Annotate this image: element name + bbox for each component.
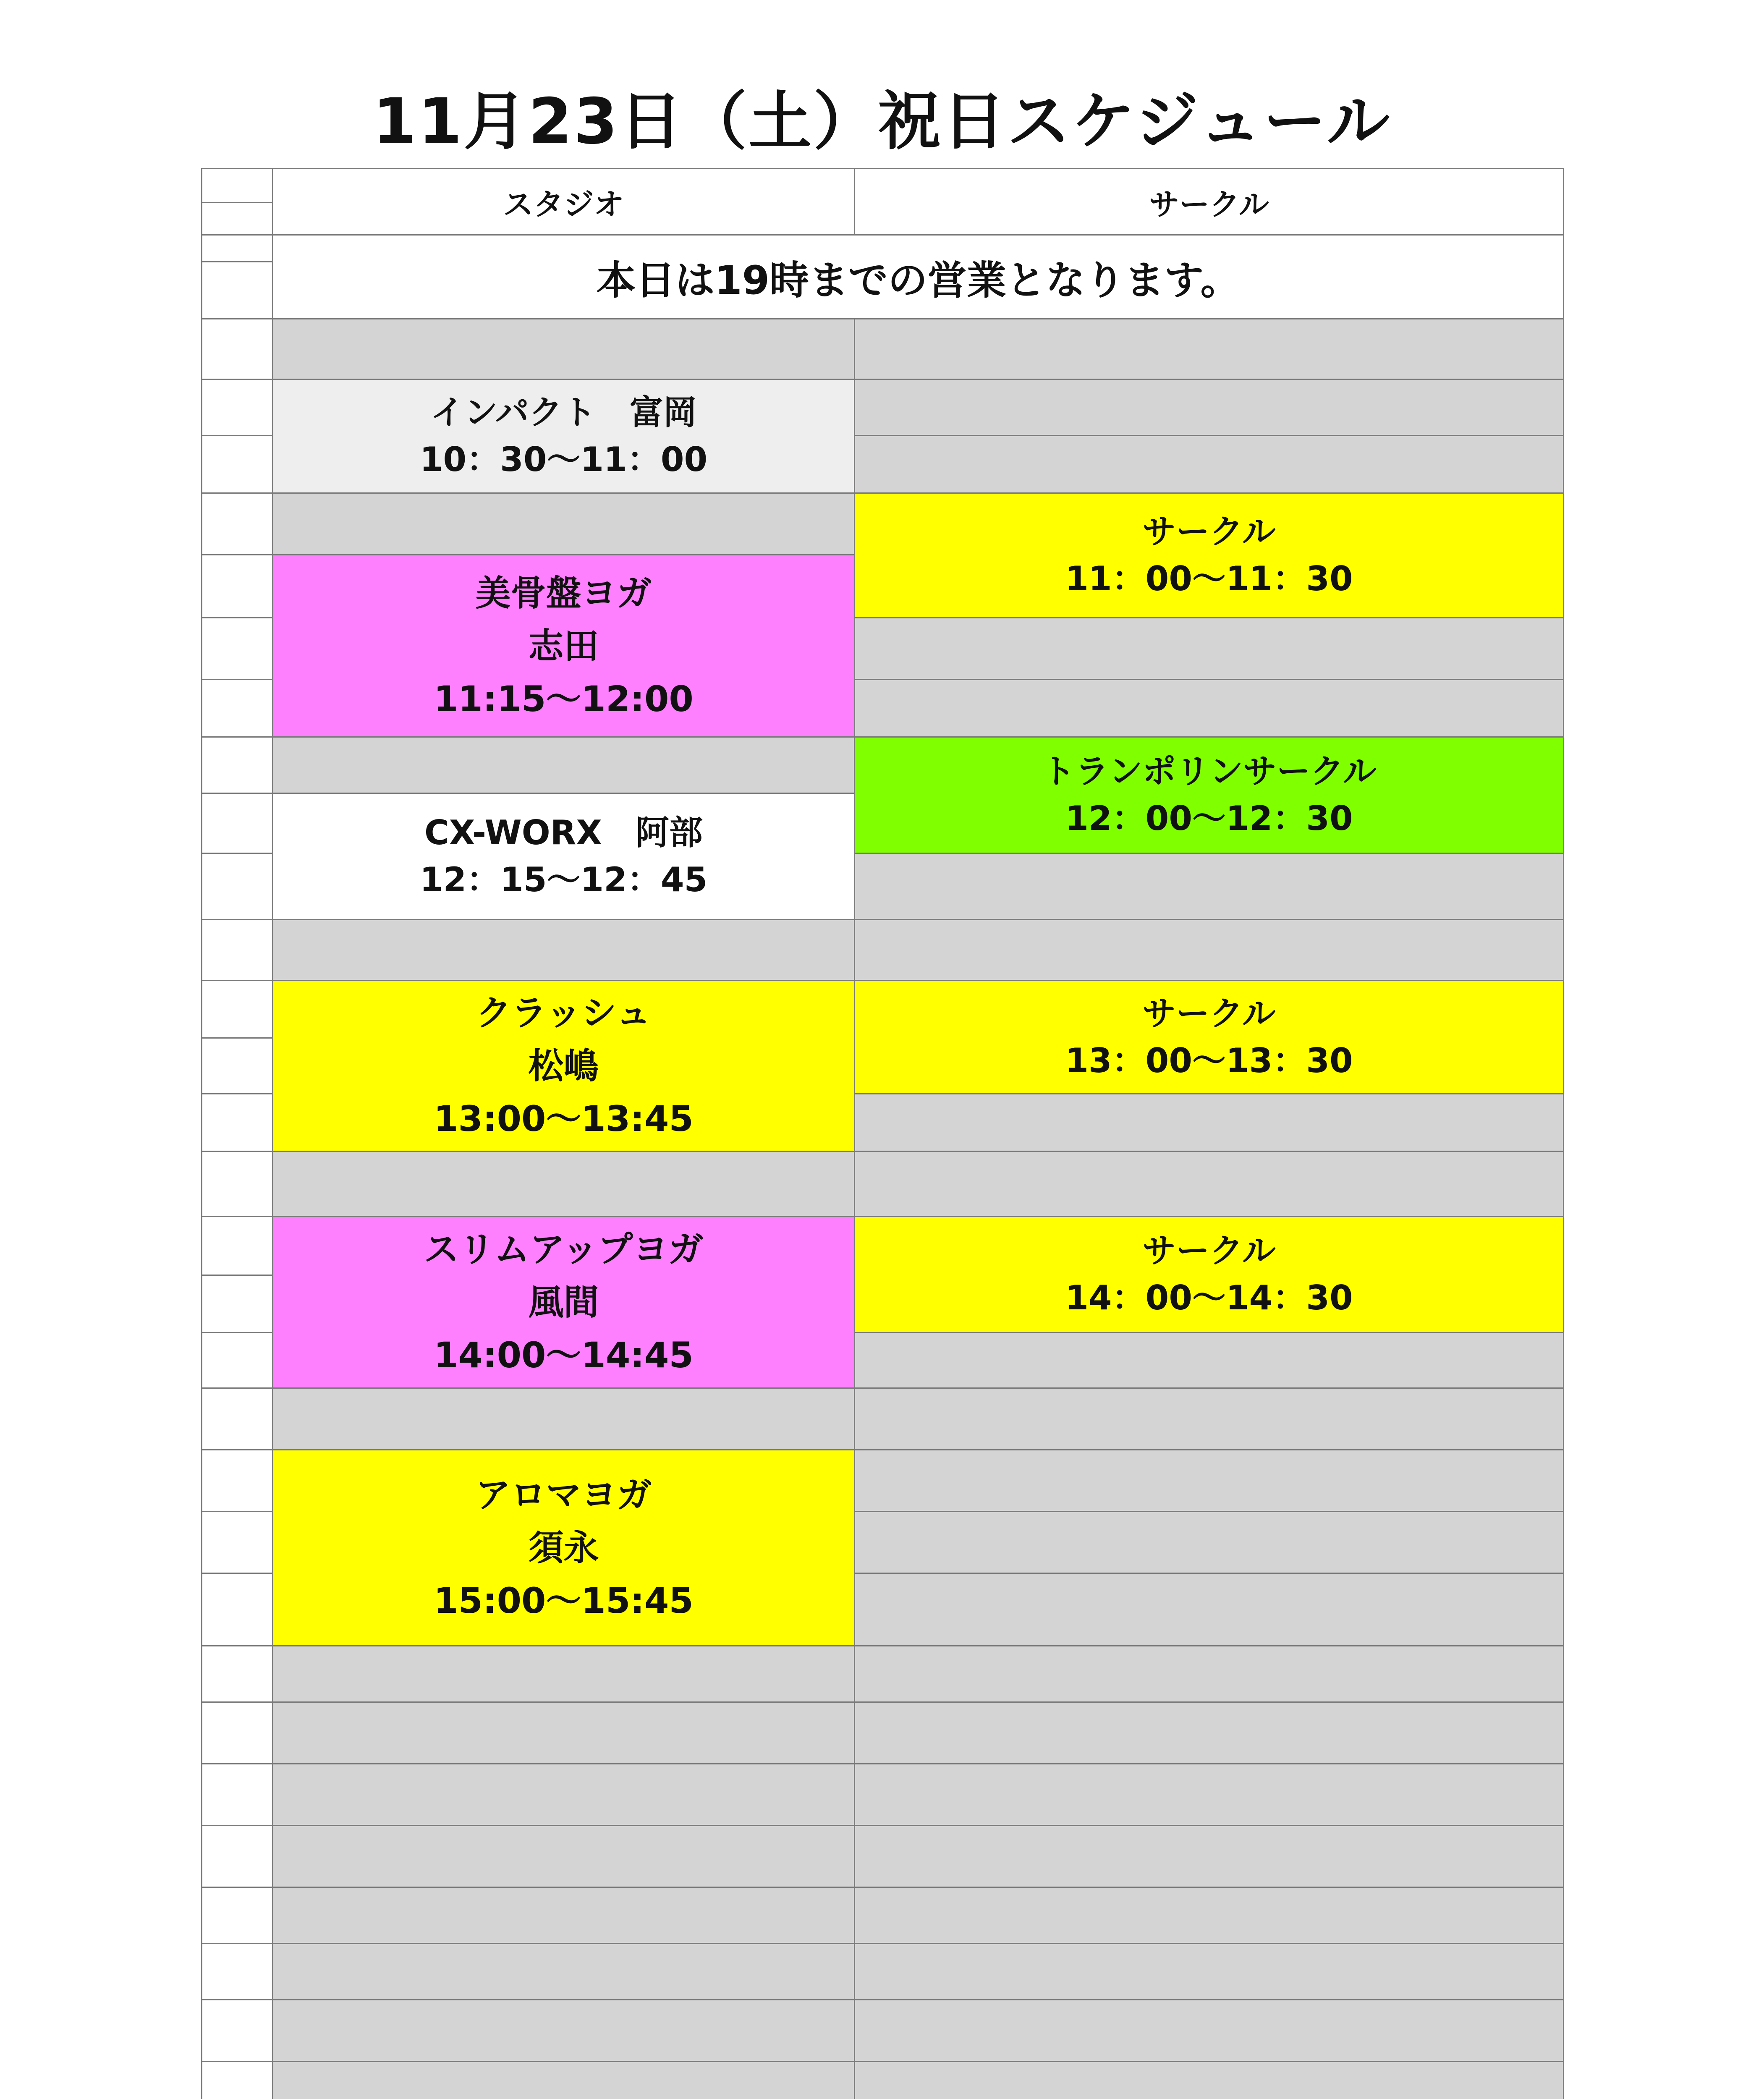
empty-slot	[272, 318, 855, 380]
empty-slot	[854, 318, 1564, 380]
empty-slot	[854, 1763, 1564, 1826]
empty-slot	[854, 1387, 1564, 1450]
empty-slot	[272, 1943, 855, 2000]
gutter-divider	[201, 1763, 272, 1764]
gutter-divider	[201, 736, 272, 738]
gutter-divider	[201, 1151, 272, 1152]
empty-slot	[854, 679, 1564, 738]
studio-event-impact	[272, 379, 855, 494]
gutter-divider	[201, 617, 272, 618]
gutter-divider	[201, 1037, 272, 1039]
event-name: トランポリンサークル	[1042, 752, 1377, 791]
gutter-divider	[201, 1887, 272, 1888]
event-instructor: 志田	[528, 625, 599, 667]
gutter-divider	[201, 919, 272, 920]
empty-slot	[854, 2061, 1564, 2099]
header-circle: サークル	[854, 168, 1564, 236]
empty-slot	[854, 1943, 1564, 2000]
gutter-divider	[201, 261, 272, 262]
empty-slot	[272, 1999, 855, 2062]
gutter-divider	[201, 1275, 272, 1276]
gutter-divider	[201, 2061, 272, 2062]
event-time: 11:15〜12:00	[434, 678, 694, 720]
empty-slot	[854, 1999, 1564, 2062]
event-time: 14：00〜14：30	[1065, 1278, 1353, 1317]
gutter-divider	[201, 1999, 272, 2000]
gutter-divider	[201, 379, 272, 380]
event-time: 12：15〜12：45	[419, 860, 708, 899]
empty-slot	[272, 1887, 855, 1944]
gutter-divider	[201, 679, 272, 680]
empty-slot	[854, 1511, 1564, 1574]
schedule-table	[201, 168, 1564, 2099]
time-gutter	[201, 168, 273, 2099]
empty-slot	[272, 1701, 855, 1764]
event-instructor: 須永	[528, 1527, 599, 1568]
empty-slot	[854, 379, 1564, 436]
gutter-divider	[201, 1387, 272, 1389]
event-time: 12：00〜12：30	[1065, 799, 1353, 838]
empty-slot	[854, 617, 1564, 680]
empty-slot	[854, 1449, 1564, 1512]
empty-slot	[272, 1763, 855, 1826]
empty-slot	[854, 919, 1564, 981]
empty-slot	[272, 1151, 855, 1217]
gutter-divider	[201, 793, 272, 794]
event-name: インパクト 富岡	[430, 393, 697, 432]
empty-slot	[854, 1093, 1564, 1152]
studio-event-cx-worx	[272, 793, 855, 920]
event-time: 10：30〜11：00	[419, 440, 708, 479]
gutter-divider	[201, 1449, 272, 1450]
empty-slot	[272, 492, 855, 555]
studio-event-aroma-yoga	[272, 1449, 855, 1646]
gutter-divider	[201, 853, 272, 854]
empty-slot	[854, 1701, 1564, 1764]
studio-event-slim-up-yoga	[272, 1216, 855, 1389]
event-time: 14:00〜14:45	[434, 1335, 694, 1376]
empty-slot	[854, 1332, 1564, 1389]
empty-slot	[854, 1573, 1564, 1646]
empty-slot	[854, 1151, 1564, 1217]
gutter-divider	[201, 554, 272, 555]
studio-event-crash	[272, 980, 855, 1152]
gutter-divider	[201, 234, 272, 236]
gutter-divider	[201, 435, 272, 436]
circle-event-1	[854, 492, 1564, 618]
gutter-divider	[201, 1573, 272, 1574]
event-name: サークル	[1142, 1231, 1276, 1270]
circle-event-3	[854, 1216, 1564, 1333]
empty-slot	[854, 1825, 1564, 1888]
event-time: 13:00〜13:45	[434, 1098, 694, 1139]
gutter-divider	[201, 1332, 272, 1333]
gutter-divider	[201, 492, 272, 494]
event-instructor: 松嶋	[528, 1045, 599, 1086]
gutter-divider	[201, 1216, 272, 1217]
gutter-divider	[201, 1511, 272, 1512]
event-time: 13：00〜13：30	[1065, 1041, 1353, 1080]
empty-slot	[272, 2061, 855, 2099]
gutter-divider	[201, 1093, 272, 1094]
circle-event-2	[854, 980, 1564, 1094]
notice-top: 本日は19時までの営業となります。	[272, 234, 1564, 319]
event-name: サークル	[1142, 994, 1276, 1033]
event-instructor: 風間	[528, 1282, 599, 1323]
event-time: 11：00〜11：30	[1065, 559, 1353, 598]
empty-slot	[854, 435, 1564, 494]
header-studio: スタジオ	[272, 168, 855, 236]
event-time: 15:00〜15:45	[434, 1580, 694, 1621]
gutter-divider	[201, 1825, 272, 1826]
circle-event-trampoline	[854, 736, 1564, 854]
empty-slot	[854, 1887, 1564, 1944]
event-name: クラッシュ	[476, 992, 651, 1034]
empty-slot	[272, 1387, 855, 1450]
empty-slot	[272, 736, 855, 794]
gutter-divider	[201, 1645, 272, 1646]
gutter-divider	[201, 318, 272, 319]
page-title: 11月23日（土）祝日スケジュール	[372, 85, 1392, 158]
gutter-divider	[201, 1943, 272, 1944]
empty-slot	[854, 853, 1564, 920]
event-name: スリムアップヨガ	[424, 1229, 704, 1270]
event-name: 美骨盤ヨガ	[475, 572, 652, 614]
event-name: CX-WORX 阿部	[424, 813, 703, 852]
empty-slot	[272, 1825, 855, 1888]
gutter-divider	[201, 202, 272, 203]
empty-slot	[854, 1645, 1564, 1703]
gutter-divider	[201, 980, 272, 981]
studio-event-bikotsuban-yoga	[272, 554, 855, 738]
empty-slot	[272, 919, 855, 981]
event-name: サークル	[1142, 512, 1276, 551]
gutter-divider	[201, 1701, 272, 1703]
empty-slot	[272, 1645, 855, 1703]
event-name: アロマヨガ	[475, 1474, 652, 1515]
